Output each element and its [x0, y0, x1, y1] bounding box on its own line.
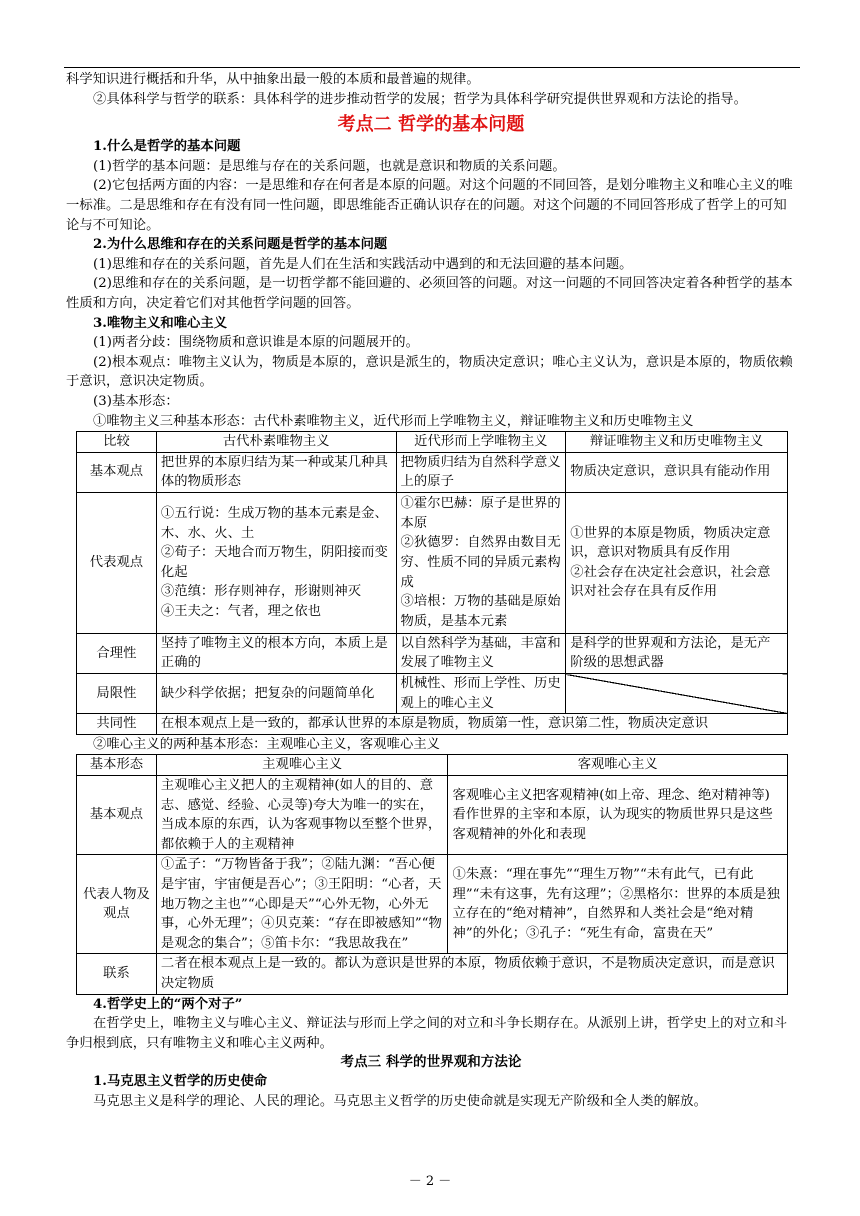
table-header-row: [77, 755, 788, 776]
subheading: 1.什么是哲学的基本问题: [93, 139, 241, 155]
cell-line: ②荀子：天地合而万物生，阴阳接而变化起: [160, 545, 388, 580]
empty-diagonal-cell: [566, 674, 788, 714]
table-header-cell: 客观唯心主义: [448, 755, 788, 776]
table-row: [77, 954, 788, 994]
header-rule: [64, 67, 800, 68]
table-cell: 二者在根本观点上是一致的。都认为意识是世界的本原，物质依赖于意识，不是物质决定意识，而是意识决定物质: [156, 954, 787, 994]
table-row: [77, 776, 788, 855]
table-cell: ①朱熹：“理在事先”“理生万物”“未有此气，已有此理”“未有这事，先有这理”；②黑格尔：世界的本质是独立存在的“绝对精神”，自然界和人类社会是“绝对精神”的外化；③孔子：“死生有命，富贵在天”: [448, 855, 788, 954]
table-header-cell: 古代朴素唯物主义: [156, 432, 396, 453]
table-header-cell: 辩证唯物主义和历史唯物主义: [566, 432, 788, 453]
idealism-table: [76, 754, 788, 994]
table-cell: 以自然科学为基础，丰富和发展了唯物主义: [396, 633, 566, 673]
row-label: 代表人物及观点: [77, 855, 157, 954]
table-row: [77, 492, 788, 633]
table-cell: 客观唯心主义把客观精神(如上帝、理念、绝对精神等)看作世界的主宰和本原，认为现实的物质世界只是这些客观精神的外化和表现: [448, 776, 788, 855]
paragraph: (1)两者分歧：围绕物质和意识谁是本原的问题展开的。: [93, 335, 419, 351]
cell-line: ③培根：万物的基础是原始物质，是基本元素: [400, 594, 561, 629]
table-row: [77, 714, 788, 735]
table-cell: ①孟子：“万物皆备于我”；②陆九渊：“吾心便是宇宙，宇宙便是吾心”；③王阳明：“心者，天地万物之主也”“心即是天”“心外无物，心外无事，心外无理”；④贝克莱：“存在即被感知”“物是观念的集合”；⑤笛卡尔：“我思故我在”: [156, 855, 448, 954]
row-label: 联系: [77, 954, 157, 994]
row-label: 代表观点: [77, 492, 157, 633]
table-header-row: [77, 432, 788, 453]
subheading: 2.为什么思维和存在的关系问题是哲学的基本问题: [93, 237, 388, 253]
table-cell: 是科学的世界观和方法论，是无产阶级的思想武器: [566, 633, 788, 673]
subheading: 3.唯物主义和唯心主义: [93, 315, 228, 331]
row-label: 合理性: [77, 633, 157, 673]
table-row: [77, 855, 788, 954]
table-cell: 主观唯心主义把人的主观精神(如人的目的、意志、感觉、经验、心灵等)夸大为唯一的实在，当成本原的东西，认为客观事物以至整个世界，都依赖于人的主观精神: [156, 776, 448, 855]
paragraph: (2)它包括两方面的内容：一是思维和存在何者是本原的问题。对这个问题的不同回答，是划分唯物主义和唯心主义的唯一标准。二是思维和存在有没有同一性问题，即思维能否正确认识存在的问题。对这个问题的不同回答形成了哲学上的可知论与不可知论。: [66, 178, 793, 233]
row-label: 共同性: [77, 714, 157, 735]
cell-line: ②社会存在决定社会意识，社会意识对社会存在具有反作用: [570, 564, 771, 600]
cell-line: ①世界的本原是物质，物质决定意识，意识对物质具有反作用: [570, 525, 771, 561]
page-number: － 2 －: [408, 1174, 452, 1189]
paragraph: (2)思维和存在的关系问题，是一切哲学都不能回避的、必须回答的问题。对这一问题的不同回答决定着各种哲学的基本性质和方向，决定着它们对其他哲学问题的回答。: [66, 276, 793, 311]
paragraph: ②唯心主义的两种基本形态：主观唯心主义，客观唯心主义: [93, 736, 441, 752]
table-row: [77, 633, 788, 673]
cell-line: ③范缜：形存则神存，形谢则神灭: [160, 584, 362, 600]
table-row: [77, 674, 788, 714]
table-cell: 机械性、形而上学性、历史观上的唯心主义: [396, 674, 566, 714]
row-label: 基本观点: [77, 452, 157, 492]
table-header-cell: 比较: [77, 432, 157, 453]
section-title-3: 考点三 科学的世界观和方法论: [340, 1054, 522, 1071]
paragraph: (2)根本观点：唯物主义认为，物质是本原的，意识是派生的，物质决定意识；唯心主义认为，意识是本原的，物质依赖于意识，意识决定物质。: [66, 354, 793, 390]
row-label: 基本观点: [77, 776, 157, 855]
table-cell: 把世界的本原归结为某一种或某几种具体的物质形态: [156, 452, 396, 492]
paragraph: ②具体科学与哲学的联系：具体科学的进步推动哲学的发展；哲学为具体科学研究提供世界观和方法论的指导。: [93, 91, 747, 107]
section-title-2: 考点二 哲学的基本问题: [337, 114, 525, 136]
materialism-table: [76, 431, 788, 735]
table-cell: 把物质归结为自然科学意义上的原子: [396, 452, 566, 492]
table-cell: 缺少科学依据；把复杂的问题简单化: [156, 674, 396, 714]
paragraph: ①唯物主义三种基本形态：古代朴素唯物主义，近代形而上学唯物主义，辩证唯物主义和历史唯物主义: [93, 413, 694, 429]
table-cell: [566, 492, 788, 633]
table-header-cell: 基本形态: [77, 755, 157, 776]
table-cell: 物质决定意识，意识具有能动作用: [566, 452, 788, 492]
subheading: 1.马克思主义哲学的历史使命: [93, 1074, 268, 1090]
paragraph: 马克思主义是科学的理论、人民的理论。马克思主义哲学的历史使命就是实现无产阶级和全人类的解放。: [93, 1093, 707, 1109]
table-cell: 在根本观点上是一致的，都承认世界的本原是物质，物质第一性，意识第二性，物质决定意识: [156, 714, 787, 735]
paragraph: (1)思维和存在的关系问题，首先是人们在生活和实践活动中遇到的和无法回避的基本问题。: [93, 256, 633, 272]
page-content: [66, 70, 796, 1112]
paragraph: (1)哲学的基本问题：是思维与存在的关系问题，也就是意识和物质的关系问题。: [93, 158, 566, 174]
subheading: 4.哲学史上的“两个对子”: [93, 996, 243, 1012]
row-label: 局限性: [77, 674, 157, 714]
paragraph: 科学知识进行概括和升华，从中抽象出最一般的本质和最普遍的规律。: [66, 72, 480, 87]
table-cell: [156, 492, 396, 633]
cell-line: ②狄德罗：自然界由数目无穷、性质不同的异质元素构成: [400, 535, 561, 590]
table-cell: [396, 492, 566, 633]
table-cell: 坚持了唯物主义的根本方向，本质上是正确的: [156, 633, 396, 673]
table-header-cell: 近代形而上学唯物主义: [396, 432, 566, 453]
paragraph: (3)基本形态：: [93, 393, 179, 409]
cell-line: ①五行说：生成万物的基本元素是金、木、水、火、土: [160, 506, 388, 541]
cell-line: ④王夫之：气者，理之依也: [160, 604, 322, 620]
table-row: [77, 452, 788, 492]
table-header-cell: 主观唯心主义: [156, 755, 448, 776]
paragraph: 在哲学史上，唯物主义与唯心主义、辩证法与形而上学之间的对立和斗争长期存在。从派别上讲，哲学史上的对立和斗争归根到底，只有唯物主义和唯心主义两种。: [66, 1016, 788, 1051]
cell-line: ①霍尔巴赫：原子是世界的本原: [400, 496, 561, 531]
